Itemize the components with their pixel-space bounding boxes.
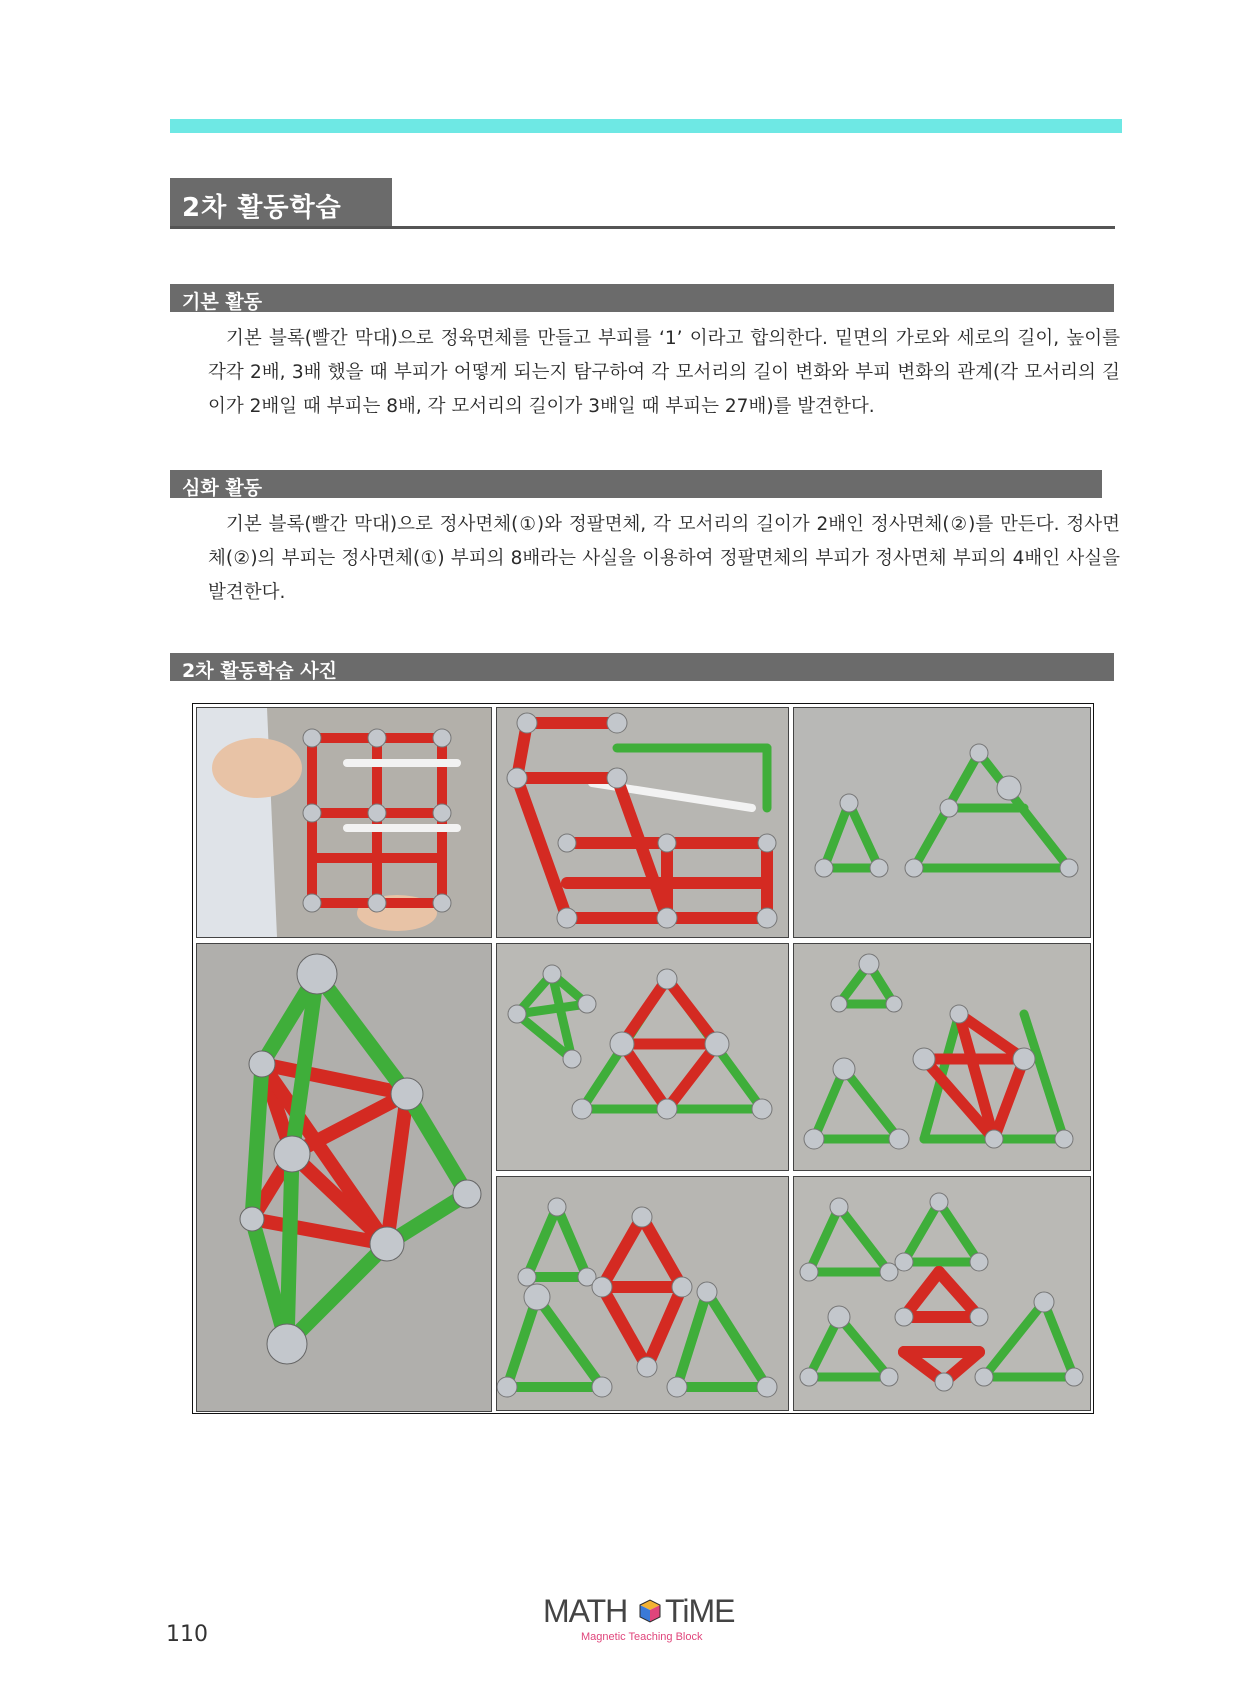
section-heading-label: 기본 활동 xyxy=(182,291,263,313)
section-heading-label: 심화 활동 xyxy=(182,477,263,499)
advanced-activity-paragraph: 기본 블록(빨간 막대)으로 정사면체(①)와 정팔면체, 각 모서리의 길이가 2배인 정사면체(②)를 만든다. 정사면체(②)의 부피는 정사면체(①) 부피의 8배라는 사실을 이용하여 정팔면체의 부피가 정사면체 부피의 4배인 사실을 발견한다. xyxy=(208,514,1120,603)
cuboid-mixed-image xyxy=(497,708,788,937)
photo-octahedron-tetrahedra-2 xyxy=(793,943,1091,1171)
page-number: 110 xyxy=(166,1622,208,1647)
activity-photo-grid xyxy=(192,703,1094,1414)
basic-activity-paragraph: 기본 블록(빨간 막대)으로 정육면체를 만들고 부피를 ‘1’ 이라고 합의한다. 밑면의 가로와 세로의 길이, 높이를 각각 2배, 3배 했을 때 부피가 어떻게 되는지 탐구하여 각 모서리의 길이 변화와 부피 변화의 관계(각 모서리의 길이가 2배일 때 부피는 8배, 각 모서리의 길이가 3배일 때 부피는 27배)를 발견한다. xyxy=(208,328,1120,417)
math-time-logo xyxy=(543,1593,743,1653)
chapter-header xyxy=(170,178,1115,230)
section-heading-label: 2차 활동학습 사진 xyxy=(182,660,337,682)
photo-octahedron-tetrahedra-4 xyxy=(793,1176,1091,1411)
section-heading-photos xyxy=(170,653,1114,681)
cuboid-held-image xyxy=(197,708,491,937)
section-heading-basic xyxy=(170,284,1114,312)
photo-octahedron-tetrahedra-1 xyxy=(496,943,789,1171)
two-tetrahedra-image xyxy=(794,708,1090,937)
logo-text-right: TiME xyxy=(665,1593,735,1629)
logo-text-left: MATH xyxy=(543,1593,628,1629)
section-heading-advanced xyxy=(170,470,1102,498)
top-accent-bar xyxy=(170,119,1122,133)
chapter-title-box xyxy=(170,178,392,228)
chapter-title: 2차 활동학습 xyxy=(182,193,342,223)
chapter-underline xyxy=(170,226,1115,229)
photo-two-tetrahedra xyxy=(793,707,1091,938)
large-tetrahedron-image xyxy=(197,944,491,1411)
photo-large-tetrahedron xyxy=(196,943,492,1412)
photo-cuboid-mixed xyxy=(496,707,789,938)
octahedron-tetrahedra-4-image xyxy=(794,1177,1090,1410)
cube-icon xyxy=(636,1597,664,1625)
octahedron-tetrahedra-3-image xyxy=(497,1177,788,1410)
photo-octahedron-tetrahedra-3 xyxy=(496,1176,789,1411)
octahedron-tetrahedra-1-image xyxy=(497,944,788,1170)
octahedron-tetrahedra-2-image xyxy=(794,944,1090,1170)
logo-subtitle: Magnetic Teaching Block xyxy=(581,1631,703,1643)
photo-cuboid-held xyxy=(196,707,492,938)
